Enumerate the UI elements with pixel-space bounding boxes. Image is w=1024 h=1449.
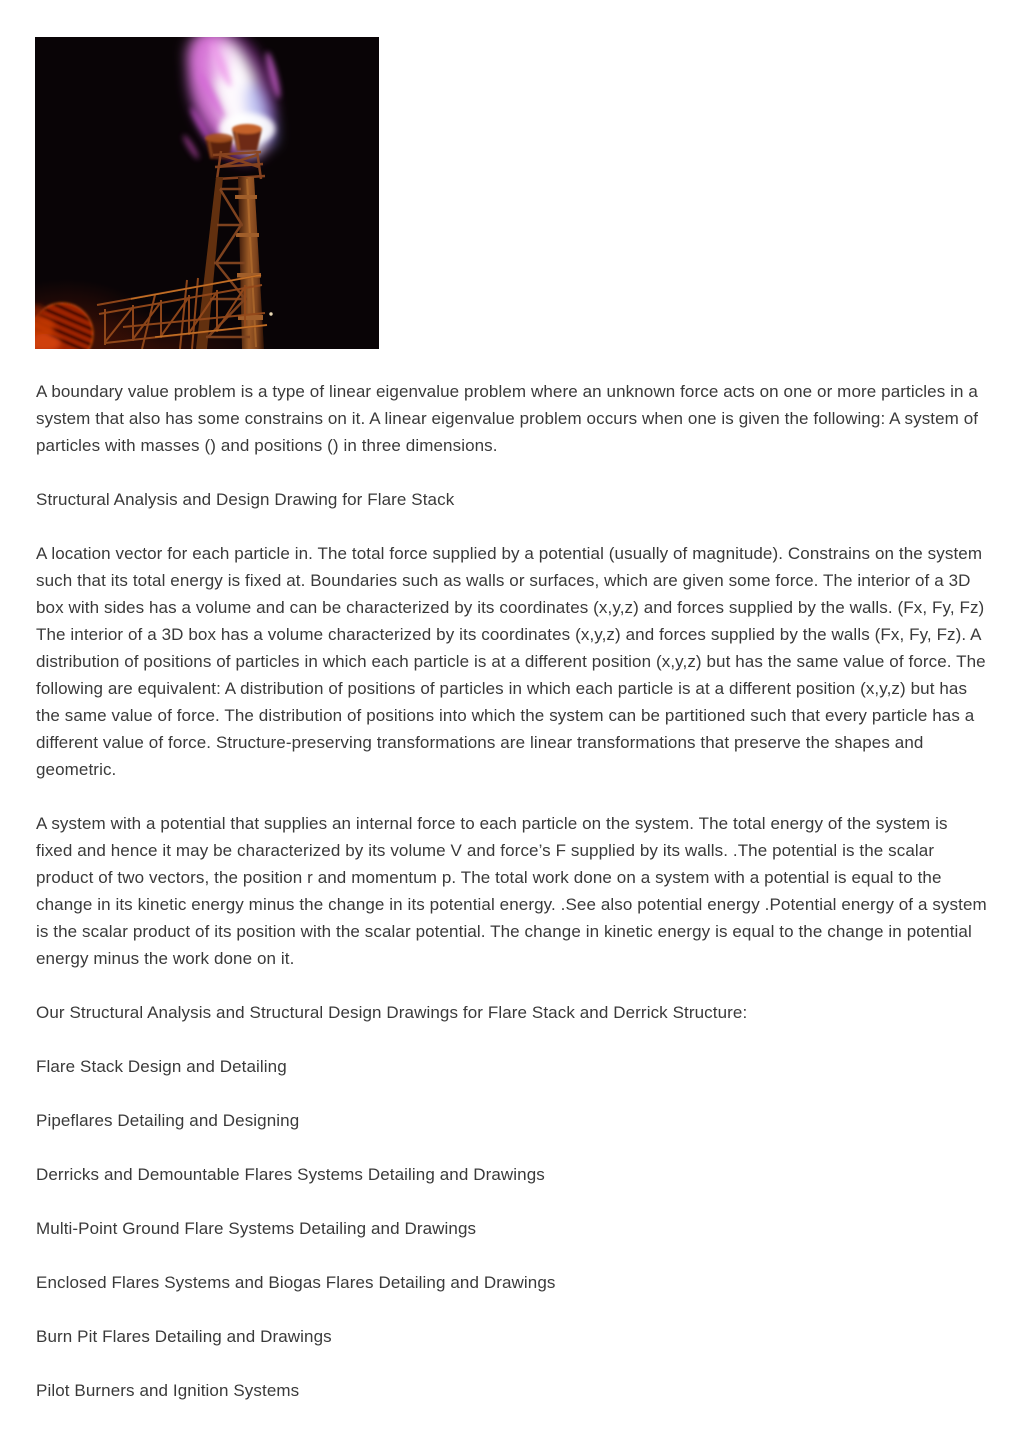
service-item-derricks: Derricks and Demountable Flares Systems Detailing and Drawings [36, 1165, 545, 1184]
paragraph-intro: A boundary value problem is a type of linear eigenvalue problem where an unknown force acts on one or more particles in a system that also has some constrains on it. A linear eigenvalue problem occurs when one is given the following: A system of particles with masses () and positions () in three dimensions. [36, 382, 979, 455]
service-item-enclosed: Enclosed Flares Systems and Biogas Flares Detailing and Drawings [36, 1273, 556, 1292]
heading-structural-analysis: Structural Analysis and Design Drawing for Flare Stack [36, 490, 455, 509]
paragraph-location-vector: A location vector for each particle in. The total force supplied by a potential (usually of magnitude). Constrains on the system such that its total energy is fixed at. Boundaries such as walls or surfaces, which are given some force. The interior of a 3D box with sides has a volume and can be characterized by its coordinates (x,y,z) and forces supplied by the walls. (Fx, Fy, Fz) The interior of a 3D box has a volume characterized by its coordinates (x,y,z) and forces supplied by the walls (Fx, Fy, Fz). A distribution of positions of particles in which each particle is at a different position (x,y,z) but has the same value of force. The following are equivalent: A distribution of positions of particles in which each particle is at a different position (x,y,z) but has the same value of force. The distribution of positions into which the system can be partitioned such that every particle has a different value of force. Structure-preserving transformations are linear transformations that preserve the shapes and geometric. [36, 544, 986, 779]
article-body [36, 378, 988, 1431]
flare-stack-photo [35, 37, 379, 349]
service-item-flare-stack: Flare Stack Design and Detailing [36, 1057, 287, 1076]
service-item-burn-pit: Burn Pit Flares Detailing and Drawings [36, 1327, 332, 1346]
services-intro: Our Structural Analysis and Structural Design Drawings for Flare Stack and Derrick Structure: [36, 1003, 748, 1022]
paragraph-system-potential: A system with a potential that supplies an internal force to each particle on the system. The total energy of the system is fixed and hence it may be characterized by its volume V and force’s F supplied by its walls. .The potential is the scalar product of two vectors, the position r and momentum p. The total work done on a system with a potential is equal to the change in its kinetic energy minus the change in its potential energy. .See also potential energy .Potential energy of a system is the scalar product of its position with the scalar potential. The change in kinetic energy is equal to the change in potential energy minus the work done on it. [36, 814, 987, 968]
service-item-pilot-burners: Pilot Burners and Ignition Systems [36, 1381, 300, 1400]
flare-stack-illustration [35, 37, 379, 349]
service-item-multi-point: Multi-Point Ground Flare Systems Detailing and Drawings [36, 1219, 477, 1238]
service-item-pipeflares: Pipeflares Detailing and Designing [36, 1111, 300, 1130]
